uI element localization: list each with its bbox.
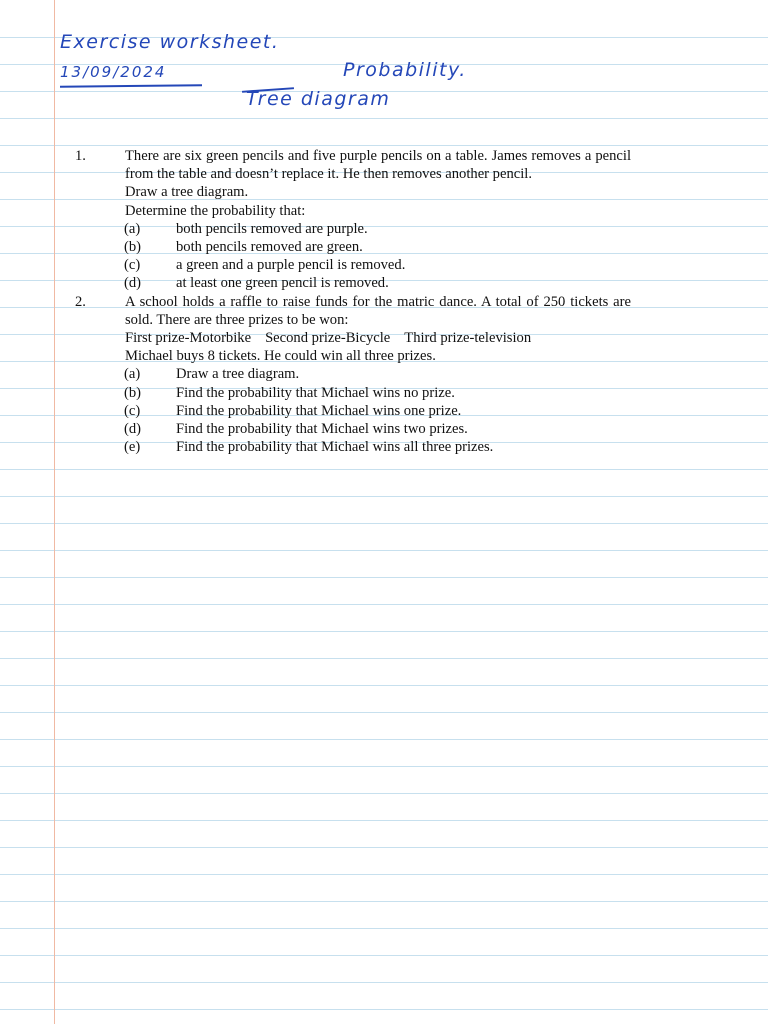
question-body bbox=[125, 293, 631, 457]
instruction-line: Draw a tree diagram. bbox=[125, 184, 249, 201]
part-text: Draw a tree diagram. bbox=[176, 366, 300, 383]
question-stem: A school holds a raffle to raise funds for the matric dance. A total of 250 tickets are sold. There are three prizes to be won: bbox=[125, 293, 631, 328]
instruction-line: Michael buys 8 tickets. He could win all three prizes. bbox=[125, 348, 436, 365]
question-number: 1. bbox=[75, 148, 86, 164]
handwritten-date: 13/09/2024 bbox=[60, 63, 167, 81]
question-part bbox=[125, 438, 631, 456]
prize-item: Third prize-television bbox=[404, 330, 532, 347]
part-text: Find the probability that Michael wins one prize. bbox=[176, 402, 462, 419]
question-2 bbox=[0, 293, 768, 457]
part-text: Find the probability that Michael wins all three prizes. bbox=[176, 439, 494, 456]
instruction-line: Determine the probability that: bbox=[125, 202, 306, 219]
prize-list bbox=[125, 329, 631, 347]
question-part bbox=[125, 420, 631, 438]
part-label: (d) bbox=[124, 421, 142, 438]
handwritten-topic: Probability. bbox=[343, 59, 467, 81]
part-label: (b) bbox=[124, 239, 142, 256]
prize-item: First prize-Motorbike bbox=[125, 330, 252, 347]
question-part bbox=[125, 256, 631, 274]
part-label: (a) bbox=[124, 366, 141, 383]
part-label: (a) bbox=[124, 220, 141, 237]
part-text: both pencils removed are purple. bbox=[176, 220, 368, 237]
question-part bbox=[125, 238, 631, 256]
handwritten-subtopic: Tree diagram bbox=[246, 88, 391, 110]
question-number: 2. bbox=[75, 293, 86, 310]
part-label: (c) bbox=[124, 257, 141, 274]
part-label: (d) bbox=[124, 275, 142, 292]
date-underline bbox=[60, 84, 202, 87]
worksheet-questions bbox=[0, 147, 768, 456]
part-text: a green and a purple pencil is removed. bbox=[176, 257, 406, 274]
part-label: (b) bbox=[124, 384, 142, 401]
question-part bbox=[125, 384, 631, 402]
part-text: at least one green pencil is removed. bbox=[176, 275, 389, 292]
question-part bbox=[125, 274, 631, 292]
question-1 bbox=[0, 147, 768, 293]
part-text: both pencils removed are green. bbox=[176, 239, 363, 256]
part-label: (e) bbox=[124, 439, 141, 456]
question-part bbox=[125, 365, 631, 383]
question-part bbox=[125, 220, 631, 238]
part-text: Find the probability that Michael wins two prizes. bbox=[176, 421, 468, 438]
question-body bbox=[125, 147, 631, 293]
question-stem: There are six green pencils and five purple pencils on a table. James removes a pencil from the table and doesn’t replace it. He then removes another pencil. bbox=[125, 148, 631, 183]
question-part bbox=[125, 402, 631, 420]
part-text: Find the probability that Michael wins no prize. bbox=[176, 384, 455, 401]
part-label: (c) bbox=[124, 402, 141, 419]
prize-item: Second prize-Bicycle bbox=[265, 330, 391, 347]
handwritten-title: Exercise worksheet. bbox=[60, 31, 280, 53]
